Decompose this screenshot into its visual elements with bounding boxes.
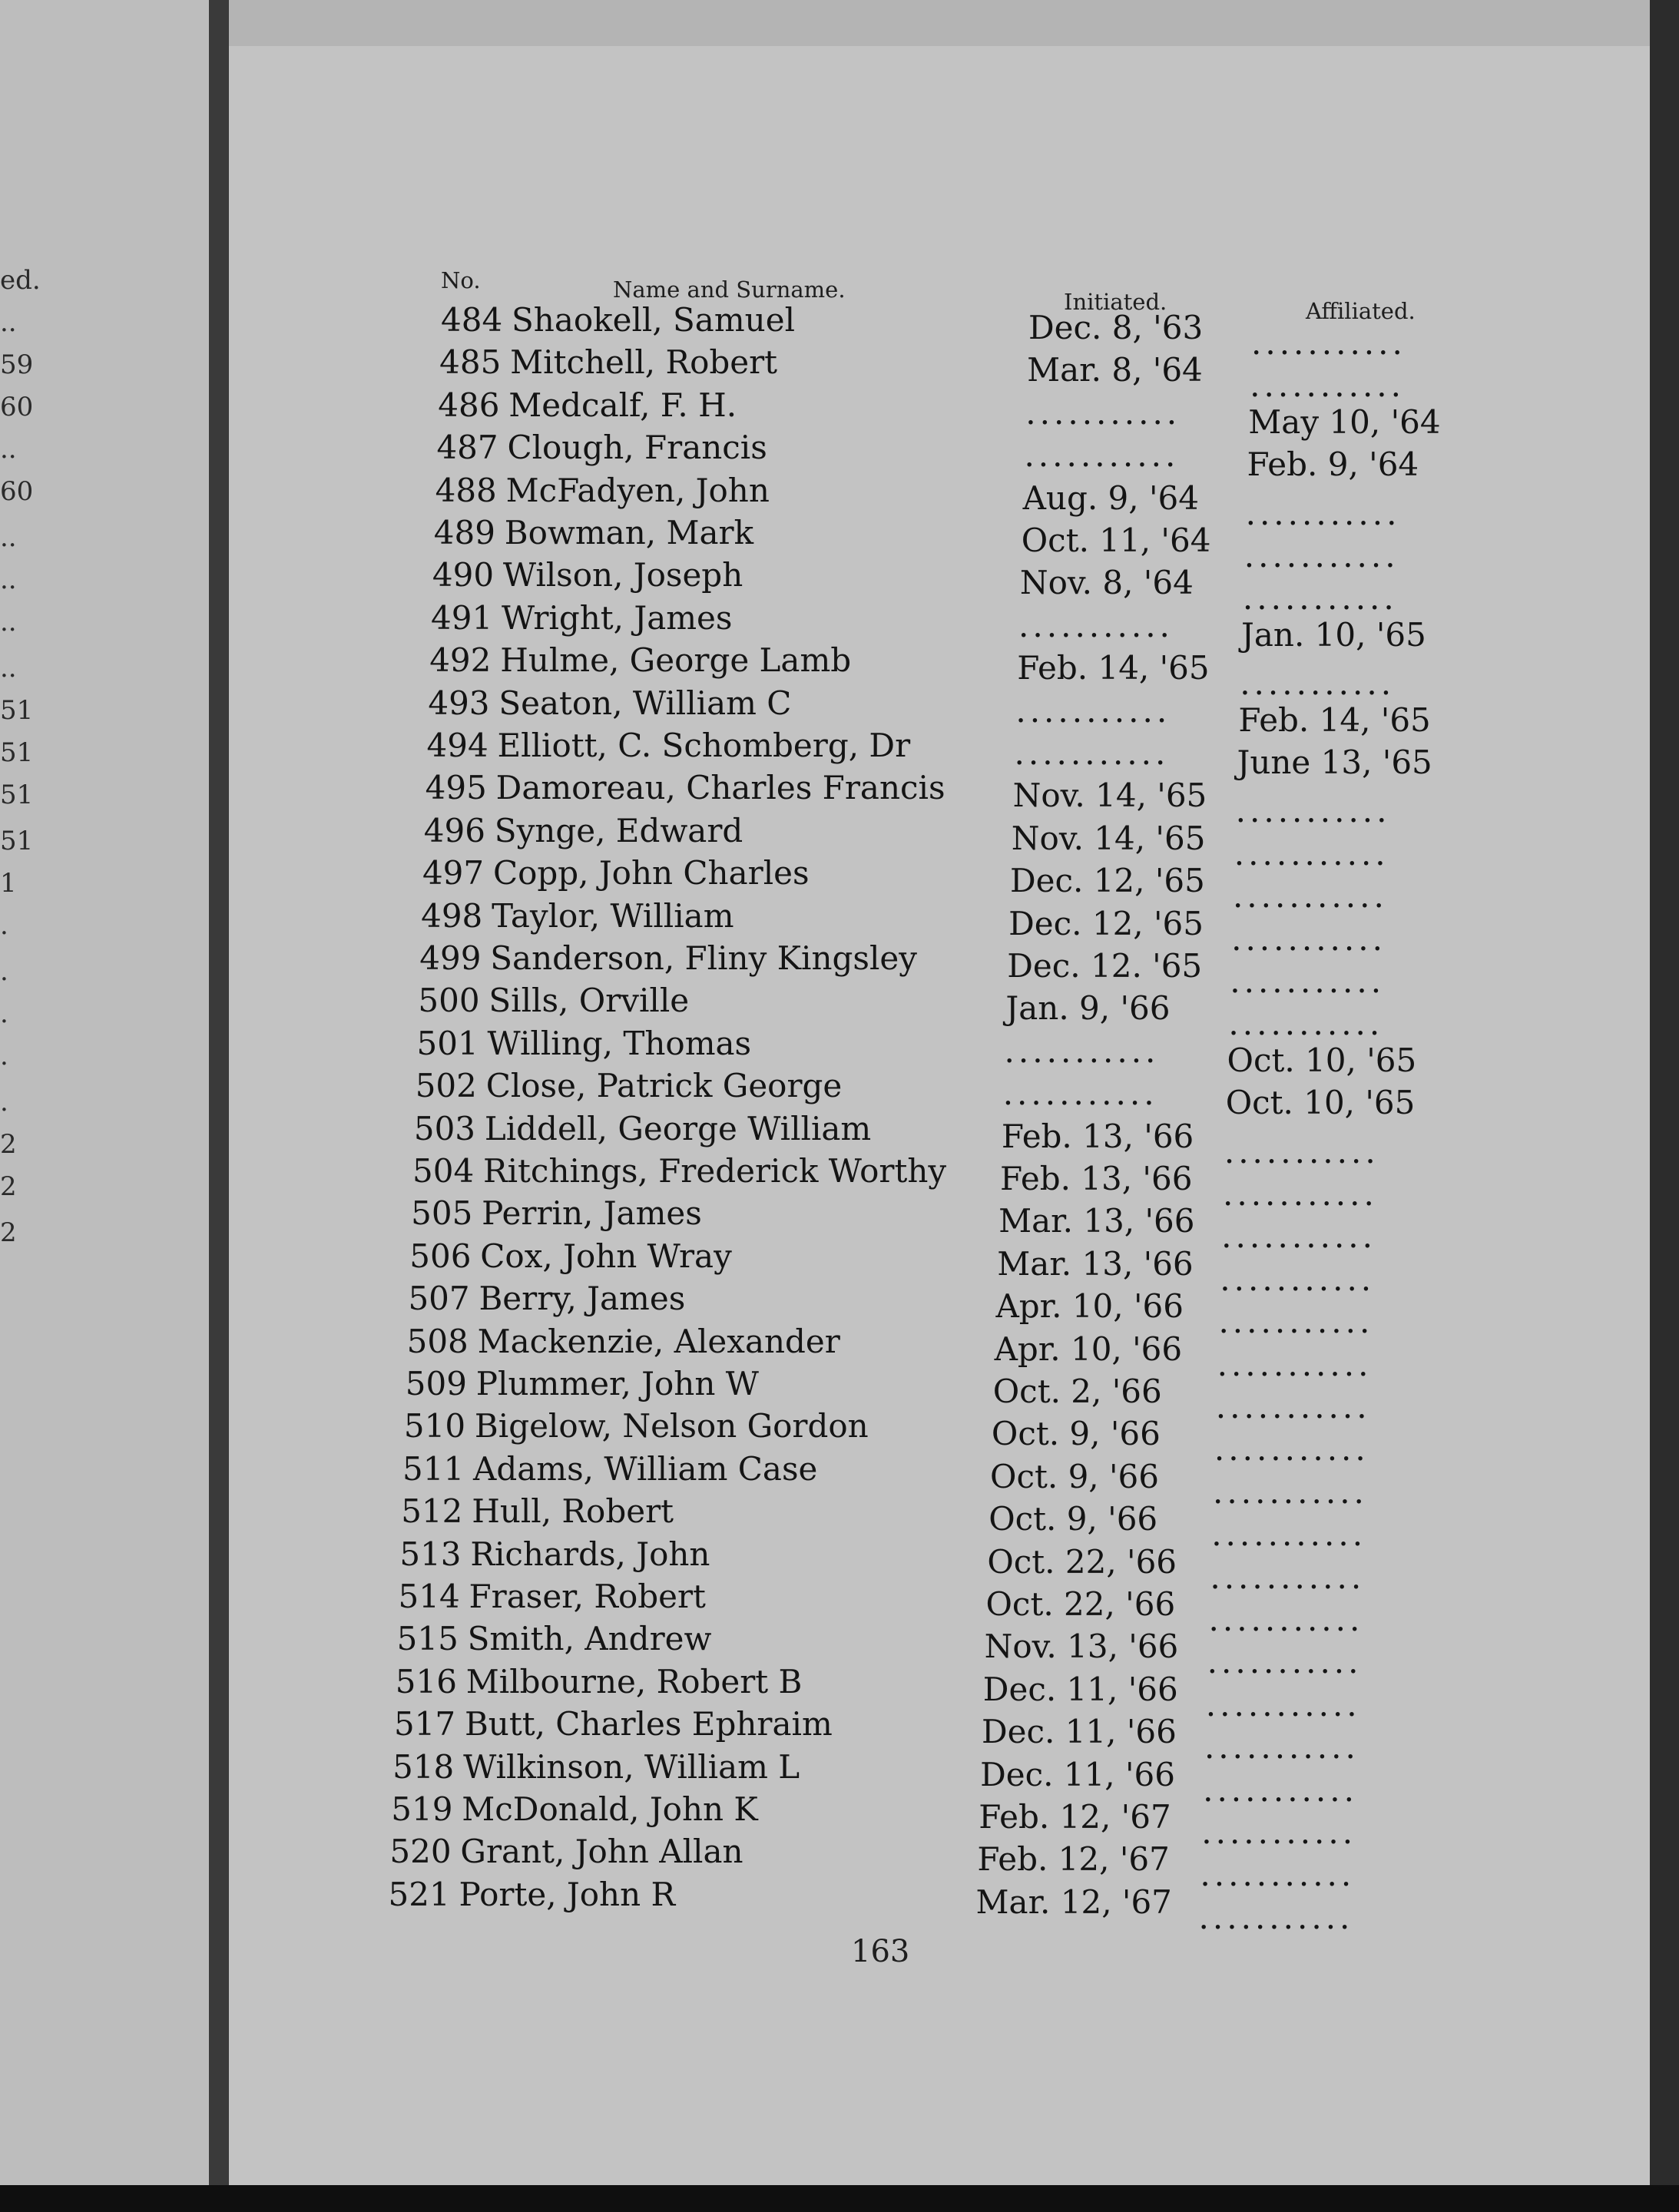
initiated-leader: ...........: [1004, 1031, 1160, 1070]
left-page-fragment: .: [0, 998, 8, 1029]
left-page-fragment: 2: [0, 1129, 17, 1160]
entry-number: 521: [388, 1875, 450, 1913]
member-name: Bowman, Mark: [504, 514, 754, 551]
entry-number: 496: [423, 811, 485, 849]
member-name: Taylor, William: [492, 896, 734, 935]
member-name: Perrin, James: [482, 1194, 702, 1233]
entry-number: 509: [405, 1365, 467, 1402]
table-row: [402, 1449, 1416, 1511]
entry-number: 492: [429, 641, 492, 680]
left-page-fragment: .: [0, 1041, 8, 1071]
table-row: [399, 1535, 1413, 1596]
affiliated-leader: ...........: [1198, 1898, 1354, 1936]
affiliated-leader: ...........: [1204, 1728, 1359, 1767]
initiated-date: Jan. 9, '66: [1005, 989, 1171, 1028]
left-page-fragment: 51: [0, 780, 34, 810]
affiliated-leader: ...........: [1223, 1175, 1378, 1213]
affiliated-leader: ...........: [1217, 1345, 1373, 1383]
left-page-fragment: ed.: [0, 265, 41, 296]
member-name: Cox, John Wray: [480, 1237, 732, 1275]
table-row: [426, 727, 1441, 781]
member-name: Wilkinson, William L: [463, 1747, 800, 1786]
table-row: [436, 429, 1450, 484]
table-row: [428, 684, 1442, 739]
table-row: [409, 1237, 1423, 1298]
member-name: Ritchings, Frederick Worthy: [483, 1152, 947, 1190]
entry-number: 493: [428, 684, 490, 722]
header-affiliated: Affiliated.: [1306, 298, 1416, 324]
initiated-date: Dec. 8, '63: [1028, 309, 1204, 346]
left-page-fragment: .: [0, 910, 8, 941]
left-page-fragment: .: [0, 956, 8, 987]
left-page-fragment: ..: [0, 607, 17, 637]
left-page-fragment: 60: [0, 392, 34, 422]
entry-number: 520: [389, 1833, 452, 1871]
entry-number: 495: [425, 769, 487, 807]
member-name: Elliott, C. Schomberg, Dr: [497, 727, 911, 764]
affiliated-leader: ...........: [1205, 1685, 1361, 1724]
table-row: [416, 1024, 1431, 1079]
left-page-fragment: 51: [0, 737, 34, 768]
entry-number: 507: [408, 1280, 470, 1318]
member-name: Berry, James: [479, 1280, 686, 1318]
initiated-date: Apr. 10, '66: [994, 1330, 1183, 1368]
entry-number: 484: [441, 301, 503, 339]
header-no: No.: [441, 267, 481, 293]
left-page-fragment: ..: [0, 653, 17, 684]
member-name: Damoreau, Charles Francis: [495, 769, 945, 807]
member-name: Willing, Thomas: [487, 1024, 752, 1062]
initiated-leader: ...........: [1002, 1075, 1158, 1113]
member-name: Sanderson, Fliny Kingsley: [490, 939, 917, 977]
initiated-date: Feb. 14, '65: [1017, 649, 1210, 687]
member-name: Grant, John Allan: [460, 1833, 743, 1871]
page-number: 163: [851, 1934, 910, 1969]
table-row: [435, 471, 1449, 532]
affiliated-leader: ...........: [1201, 1813, 1357, 1851]
entry-number: 514: [398, 1578, 460, 1615]
affiliated-date: Oct. 10, '65: [1225, 1084, 1416, 1122]
left-page-fragment: ..: [0, 565, 17, 595]
entry-number: 498: [421, 896, 483, 935]
initiated-date: Dec. 11, '66: [982, 1670, 1178, 1708]
initiated-date: Mar. 12, '67: [975, 1883, 1172, 1921]
initiated-leader: ...........: [1015, 691, 1171, 730]
entry-number: 518: [392, 1747, 455, 1786]
affiliated-date: Feb. 9, '64: [1247, 445, 1419, 484]
initiated-date: Feb. 12, '67: [977, 1840, 1170, 1879]
member-name: Fraser, Robert: [469, 1578, 706, 1615]
table-row: [419, 939, 1433, 1000]
affiliated-leader: ...........: [1221, 1217, 1376, 1256]
affiliated-leader: ...........: [1213, 1472, 1368, 1511]
entry-number: 485: [439, 343, 502, 382]
entry-number: 490: [432, 556, 495, 594]
member-name: Mackenzie, Alexander: [477, 1322, 840, 1360]
left-page-fragment: 60: [0, 476, 34, 507]
affiliated-leader: ...........: [1207, 1643, 1363, 1681]
header-name: Name and Surname.: [613, 276, 846, 303]
left-page-fragment: 1: [0, 868, 17, 899]
entry-number: 497: [422, 854, 485, 892]
entry-number: 501: [416, 1024, 479, 1062]
member-name: Sills, Orville: [488, 982, 690, 1020]
table-row: [391, 1790, 1405, 1851]
entry-number: 499: [419, 939, 482, 977]
entry-number: 503: [413, 1109, 476, 1147]
member-name: Synge, Edward: [494, 811, 743, 849]
table-row: [398, 1578, 1412, 1638]
entry-number: 502: [415, 1067, 477, 1105]
initiated-date: Dec. 12, '65: [1008, 904, 1204, 942]
member-name: Butt, Charles Ephraim: [464, 1705, 833, 1743]
affiliated-leader: ...........: [1242, 579, 1398, 618]
initiated-date: Feb. 13, '66: [1000, 1160, 1193, 1197]
left-page-fragment: ..: [0, 307, 17, 338]
left-page-fragment: .: [0, 1087, 8, 1118]
entry-number: 511: [402, 1449, 465, 1488]
entry-number: 488: [435, 471, 497, 509]
affiliated-leader: ...........: [1224, 1132, 1379, 1171]
entry-number: 487: [436, 429, 498, 467]
initiated-date: Oct. 11, '64: [1021, 522, 1211, 559]
member-name: Smith, Andrew: [467, 1620, 712, 1658]
member-name: Hull, Robert: [472, 1492, 674, 1531]
entry-number: 506: [409, 1237, 472, 1275]
table-row: [438, 386, 1452, 441]
initiated-leader: ...........: [1024, 436, 1180, 475]
table-row: [406, 1322, 1421, 1383]
member-name: Seaton, William C: [498, 684, 792, 722]
affiliated-leader: ...........: [1234, 834, 1389, 873]
affiliated-leader: ...........: [1220, 1260, 1376, 1298]
initiated-date: Oct. 9, '66: [990, 1457, 1159, 1495]
member-name: McFadyen, John: [505, 471, 770, 509]
initiated-date: Mar. 13, '66: [997, 1244, 1194, 1283]
member-name: Copp, John Charles: [492, 854, 810, 892]
affiliated-leader: ...........: [1232, 877, 1388, 916]
entry-number: 491: [431, 598, 493, 637]
member-name: Shaokell, Samuel: [512, 301, 795, 339]
affiliated-date: Jan. 10, '65: [1241, 615, 1426, 654]
entry-number: 486: [438, 386, 500, 424]
initiated-leader: ...........: [1025, 393, 1181, 432]
initiated-date: Dec. 12, '65: [1009, 862, 1205, 900]
entry-number: 494: [426, 727, 488, 764]
affiliated-leader: ...........: [1218, 1303, 1374, 1341]
table-row: [388, 1875, 1402, 1936]
entry-number: 519: [391, 1790, 453, 1828]
entry-number: 517: [393, 1705, 456, 1743]
affiliated-leader: ...........: [1215, 1388, 1371, 1426]
affiliated-leader: ...........: [1251, 324, 1406, 362]
initiated-date: Oct. 9, '66: [989, 1500, 1158, 1538]
affiliated-leader: ...........: [1231, 919, 1386, 958]
left-page-fragment: 2: [0, 1171, 17, 1202]
affiliated-date: Oct. 10, '65: [1227, 1041, 1417, 1079]
initiated-date: Dec. 12. '65: [1007, 947, 1203, 985]
member-name: Close, Patrick George: [485, 1067, 843, 1105]
member-name: Milbourne, Robert B: [465, 1662, 803, 1700]
initiated-date: Oct. 2, '66: [992, 1373, 1162, 1410]
member-name: Bigelow, Nelson Gordon: [474, 1407, 869, 1445]
left-page-fragment: 51: [0, 695, 34, 726]
affiliated-leader: ...........: [1235, 792, 1391, 830]
member-name: Liddell, George William: [484, 1109, 872, 1147]
table-row: [431, 598, 1445, 654]
initiated-date: Feb. 13, '66: [1001, 1117, 1194, 1155]
entry-number: 500: [418, 982, 480, 1020]
affiliated-leader: ...........: [1228, 1005, 1384, 1043]
affiliated-leader: ...........: [1245, 494, 1401, 532]
header-initiated: Initiated.: [1064, 289, 1167, 315]
member-name: Richards, John: [470, 1535, 710, 1573]
affiliated-leader: ...........: [1211, 1515, 1367, 1554]
affiliated-leader: ...........: [1214, 1430, 1369, 1469]
entry-number: 504: [412, 1152, 475, 1190]
entry-number: 508: [406, 1322, 469, 1360]
affiliated-leader: ...........: [1250, 366, 1405, 405]
left-page-fragment: ..: [0, 434, 17, 465]
member-name: Wright, James: [502, 598, 733, 637]
initiated-date: Feb. 12, '67: [979, 1798, 1171, 1836]
affiliated-leader: ...........: [1240, 664, 1396, 703]
entry-number: 515: [396, 1620, 459, 1658]
affiliated-leader: ...........: [1244, 537, 1399, 575]
table-row: [415, 1067, 1429, 1122]
initiated-date: Nov. 14, '65: [1012, 777, 1207, 815]
initiated-date: Nov. 13, '66: [984, 1628, 1179, 1666]
left-page-fragment: 59: [0, 349, 34, 380]
initiated-date: Nov. 8, '64: [1019, 564, 1194, 602]
member-name: Porte, John R: [459, 1875, 676, 1913]
left-page-fragment: 51: [0, 826, 34, 856]
affiliated-leader: ...........: [1203, 1770, 1358, 1809]
affiliated-date: June 13, '65: [1237, 743, 1432, 781]
entry-number: 513: [399, 1535, 462, 1573]
member-name: Medcalf, F. H.: [508, 386, 737, 424]
member-name: Hulme, George Lamb: [500, 641, 852, 680]
entry-number: 505: [411, 1194, 473, 1233]
table-row: [441, 301, 1455, 362]
initiated-date: Dec. 11, '66: [981, 1713, 1177, 1751]
member-name: Plummer, John W: [475, 1365, 759, 1402]
initiated-date: Apr. 10, '66: [995, 1287, 1184, 1326]
entry-number: 512: [401, 1492, 463, 1531]
member-name: Adams, William Case: [473, 1449, 818, 1488]
member-name: Wilson, Joseph: [502, 556, 743, 594]
member-name: Clough, Francis: [507, 429, 767, 467]
initiated-date: Aug. 9, '64: [1022, 478, 1199, 517]
initiated-date: Oct. 9, '66: [991, 1415, 1161, 1453]
left-page-fragment: ..: [0, 522, 17, 553]
initiated-date: Oct. 22, '66: [985, 1585, 1176, 1623]
initiated-date: Oct. 22, '66: [987, 1542, 1177, 1581]
initiated-date: Mar. 13, '66: [998, 1202, 1195, 1240]
affiliated-leader: ...........: [1210, 1558, 1366, 1596]
affiliated-leader: ...........: [1208, 1601, 1364, 1638]
table-row: [412, 1152, 1426, 1213]
entry-number: 489: [433, 514, 495, 551]
entry-number: 510: [403, 1407, 466, 1445]
entry-number: 516: [395, 1662, 457, 1700]
initiated-date: Mar. 8, '64: [1027, 351, 1203, 389]
affiliated-leader: ...........: [1230, 962, 1386, 1000]
member-name: Mitchell, Robert: [510, 343, 778, 382]
initiated-leader: ...........: [1018, 606, 1174, 644]
left-page-fragment: 2: [0, 1217, 17, 1248]
initiated-leader: ...........: [1014, 734, 1170, 772]
affiliated-date: May 10, '64: [1248, 402, 1441, 441]
affiliated-date: Feb. 14, '65: [1238, 700, 1431, 739]
affiliated-leader: ...........: [1200, 1856, 1356, 1894]
initiated-date: Nov. 14, '65: [1011, 819, 1206, 857]
member-name: McDonald, John K: [462, 1790, 758, 1828]
initiated-date: Dec. 11, '66: [980, 1755, 1175, 1793]
